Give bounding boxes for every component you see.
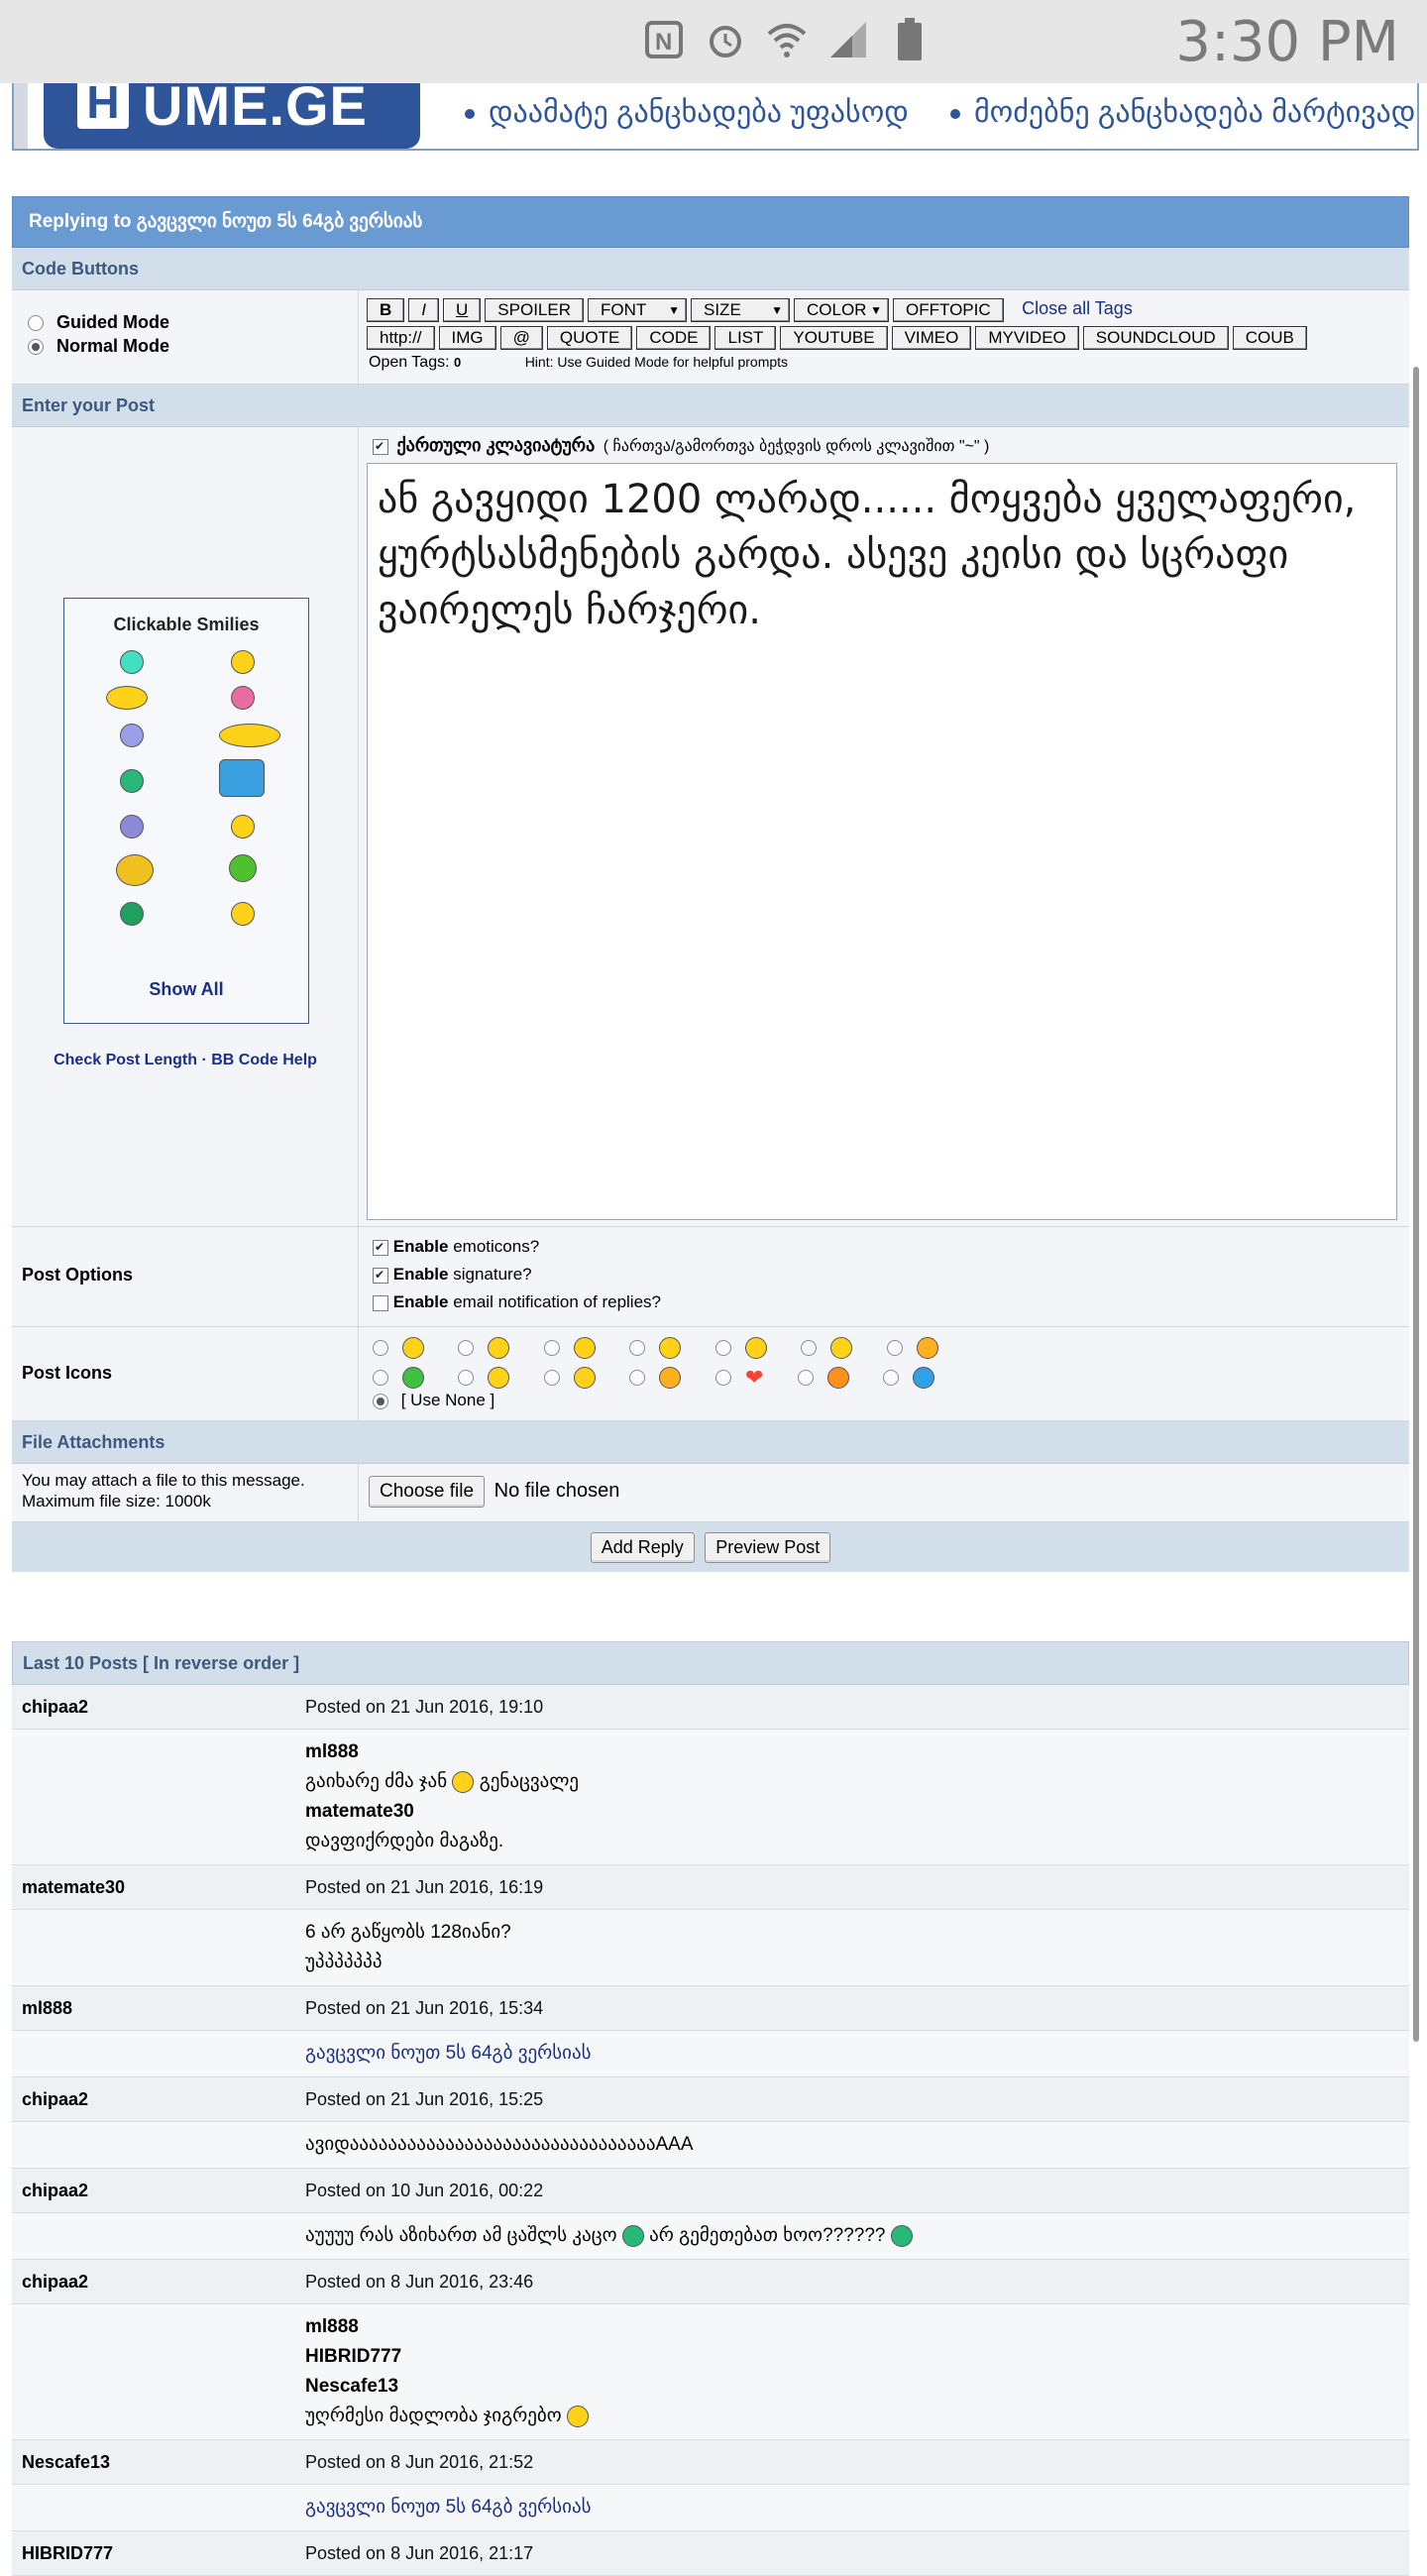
post-line (305, 2402, 1409, 2431)
alarm-icon (704, 18, 747, 61)
attachments-row (12, 1464, 1409, 1522)
post-icons-label-cell (12, 1327, 359, 1420)
post-icon-radio[interactable] (373, 1340, 388, 1356)
use-none-radio[interactable] (373, 1394, 388, 1409)
option-text: email notification of replies? (453, 1292, 661, 1311)
smiley-icon[interactable] (106, 686, 148, 710)
smiley-icon[interactable] (120, 902, 144, 926)
post-header (12, 2440, 1409, 2485)
arrow-icon (659, 1367, 681, 1389)
post-body (12, 1910, 1409, 1986)
post-text: გაიხარე ძმა ჯან (305, 1771, 448, 1792)
post-icon-radio[interactable] (883, 1370, 899, 1386)
myvideo-button[interactable]: MYVIDEO (975, 326, 1078, 350)
spoiler-button[interactable]: SPOILER (485, 298, 584, 322)
smiley-icon[interactable] (231, 902, 255, 926)
post-icon-radio[interactable] (544, 1340, 560, 1356)
smiley-icon[interactable] (219, 724, 280, 747)
post-author[interactable]: HIBRID777 (22, 2543, 114, 2563)
topic-link[interactable]: გავცვლი ნოუთ 5ს 64გბ ვერსიას (305, 2497, 592, 2518)
code-buttons-row (12, 290, 1409, 385)
post-icon-radio[interactable] (373, 1370, 388, 1386)
color-select[interactable]: COLOR ▼ (794, 298, 889, 322)
post-author[interactable]: chipaa2 (22, 2089, 89, 2109)
site-banner (12, 83, 1419, 151)
post-editor (359, 427, 1409, 1226)
smilies-column (12, 427, 359, 1226)
wink-icon (488, 1337, 509, 1359)
enter-post-header: Enter your Post (12, 385, 1409, 427)
show-all-smilies-link[interactable] (64, 979, 308, 1000)
open-tags (369, 354, 788, 372)
smiley-icon (567, 2406, 589, 2427)
guided-mode-label: Guided Mode (56, 312, 170, 332)
post-date: Posted on 21 Jun 2016, 19:10 (305, 1697, 544, 1717)
banner-link-search[interactable] (950, 95, 1415, 130)
quote-button[interactable]: QUOTE (547, 326, 632, 350)
post-body (12, 2485, 1409, 2531)
smiley-icon[interactable] (120, 650, 144, 674)
open-tags-label: Open Tags: (369, 354, 450, 371)
attachments-text (22, 1470, 305, 1512)
soundcloud-button[interactable]: SOUNDCLOUD (1083, 326, 1229, 350)
post-author[interactable]: matemate30 (22, 1877, 126, 1897)
post-body (12, 2031, 1409, 2077)
cool-icon (574, 1367, 596, 1389)
smiley-icon[interactable] (229, 854, 257, 882)
logo-letter: H (77, 83, 129, 129)
post-entry-row (12, 427, 1409, 1227)
no-file-chosen: No file chosen (494, 1480, 620, 1502)
post-icon-radio[interactable] (798, 1370, 814, 1386)
post-text: უპპპპპპპ (305, 1952, 383, 1972)
nfc-icon (642, 18, 686, 61)
post-icon-radio[interactable] (629, 1370, 645, 1386)
post-options-label-cell (12, 1227, 359, 1326)
post-body (12, 1730, 1409, 1865)
post-line (305, 1767, 1409, 1797)
post-header (12, 2531, 1409, 2576)
post-body (12, 2213, 1409, 2260)
enable-signature-option[interactable] (373, 1265, 532, 1285)
banner-strip (14, 83, 28, 149)
smiley-icon[interactable] (231, 815, 255, 839)
georgian-keyboard-toggle[interactable] (373, 435, 989, 456)
post-body (12, 2122, 1409, 2169)
clickable-smilies-box (63, 598, 309, 1024)
confused-icon (488, 1367, 509, 1389)
post-textarea[interactable]: ან გავყიდი 1200 ლარად...... მოყვება ყველაფერი, ყურტსასმენების გარდა. ასევე კეისი და სცრაფი ვაირელეს ჩარჯერი. (367, 463, 1397, 1220)
post-date: Posted on 8 Jun 2016, 23:46 (305, 2272, 534, 2292)
grin-icon (659, 1337, 681, 1359)
post-text: უღრმესი მადლობა ჯიგრებო (305, 2406, 562, 2426)
smile-icon (402, 1337, 424, 1359)
option-text: emoticons? (453, 1237, 540, 1256)
bold-button[interactable]: B (367, 298, 404, 322)
post-icons-row (12, 1327, 1409, 1421)
post-options-label: Post Options (22, 1265, 133, 1285)
page-scrollbar[interactable] (1413, 367, 1419, 2042)
mode-selector (12, 290, 359, 384)
post-mention: Nescafe13 (305, 2376, 399, 2397)
enable-emoticons-option[interactable] (373, 1237, 539, 1257)
font-select[interactable]: FONT ▼ (588, 298, 687, 322)
smiley-icon[interactable] (120, 815, 144, 839)
coub-button[interactable]: COUB (1233, 326, 1307, 350)
max-file-size: Maximum file size: 1000k (22, 1492, 211, 1511)
georgian-keyboard-label: ქართული კლავიატურა (396, 435, 596, 455)
reply-form (12, 196, 1409, 1572)
size-select[interactable]: SIZE ▼ (691, 298, 790, 322)
post-header (12, 2169, 1409, 2213)
form-title: Replying to გავცვლი ნოუთ 5ს 64გბ ვერსიას (12, 196, 1409, 248)
post-text: აუუუუ რას აზიხართ ამ ცაშლს კაცო (305, 2225, 617, 2246)
post-icon-radio[interactable] (801, 1340, 817, 1356)
normal-mode-option[interactable] (28, 336, 169, 357)
file-input[interactable] (369, 1476, 619, 1508)
normal-mode-radio[interactable] (28, 339, 44, 355)
last-posts-header: Last 10 Posts [ In reverse order ] (12, 1641, 1409, 1685)
battery-icon (888, 18, 932, 61)
add-reply-button[interactable]: Add Reply (591, 1532, 695, 1563)
angry-icon (917, 1337, 938, 1359)
banner-link-add[interactable] (465, 95, 909, 130)
post-date: Posted on 10 Jun 2016, 00:22 (305, 2181, 544, 2200)
post-author[interactable]: chipaa2 (22, 2272, 89, 2292)
logo-text: UME.GE (143, 83, 368, 137)
bbcode-toolbar (359, 290, 1409, 384)
vimeo-button[interactable]: VIMEO (892, 326, 972, 350)
enable-signature-checkbox[interactable] (373, 1268, 388, 1284)
code-button[interactable]: CODE (636, 326, 711, 350)
post-tools-links (12, 1052, 359, 1069)
smiley-icon[interactable] (231, 650, 255, 674)
url-button[interactable]: http:// (367, 326, 435, 350)
post-body (12, 2304, 1409, 2440)
choose-file-button[interactable]: Choose file (369, 1476, 485, 1508)
post-author[interactable]: chipaa2 (22, 1697, 89, 1717)
offtopic-button[interactable]: OFFTOPIC (893, 298, 1004, 322)
site-logo[interactable] (44, 83, 420, 149)
post-mention: matemate30 (305, 1801, 414, 1822)
normal-mode-label: Normal Mode (56, 336, 170, 356)
italic-button[interactable]: I (408, 298, 439, 322)
option-bold: Enable (392, 1265, 449, 1284)
banner-link-search-label: მოძებნე განცხადება მარტივად (974, 96, 1416, 129)
post-icon-radio[interactable] (715, 1370, 731, 1386)
bb-code-help-link[interactable]: BB Code Help (211, 1052, 317, 1068)
post-author[interactable]: chipaa2 (22, 2181, 89, 2200)
sad-icon (574, 1337, 596, 1359)
status-bar (0, 0, 1427, 83)
post-text: დავფიქრდები მაგაზე. (305, 1831, 504, 1851)
post-mention: ml888 (305, 2316, 359, 2337)
show-all-label: Show All (149, 979, 224, 999)
close-all-tags-link[interactable]: Close all Tags (1022, 298, 1133, 319)
guided-mode-radio[interactable] (28, 315, 44, 331)
status-time: 3:30 PM (1175, 10, 1399, 74)
attachments-info (12, 1464, 359, 1521)
post-icons-row-1 (373, 1337, 938, 1359)
topic-link[interactable]: გავცვლი ნოუთ 5ს 64გბ ვერსიას (305, 2043, 592, 2064)
option-bold: Enable (392, 1237, 449, 1256)
post-header (12, 1685, 1409, 1730)
post-date: Posted on 21 Jun 2016, 16:19 (305, 1877, 544, 1897)
guided-mode-option[interactable] (28, 312, 169, 333)
signal-icon (826, 18, 870, 61)
bullet-icon (465, 109, 475, 119)
toolbar-row-2 (367, 326, 1311, 350)
file-attachments-header: File Attachments (12, 1421, 1409, 1464)
post-date: Posted on 21 Jun 2016, 15:25 (305, 2089, 544, 2109)
post-line (305, 2221, 1409, 2251)
submit-row (12, 1522, 1409, 1572)
post-header (12, 1986, 1409, 2031)
post-header (12, 2077, 1409, 2122)
smiley-icon[interactable] (116, 854, 154, 886)
post-author[interactable]: Nescafe13 (22, 2452, 111, 2472)
post-date: Posted on 21 Jun 2016, 15:34 (305, 1998, 544, 2018)
smiley-icon[interactable] (231, 686, 255, 710)
last-posts (12, 1641, 1409, 2576)
post-mention: HIBRID777 (305, 2346, 402, 2367)
file-input-cell (359, 1464, 1409, 1521)
smilies-title: Clickable Smilies (113, 615, 260, 634)
post-text: გენაცვალე (479, 1771, 580, 1792)
attach-info-line: You may attach a file to this message. (22, 1471, 305, 1490)
post-icons-label: Post Icons (22, 1363, 113, 1383)
enable-email-notify-option[interactable] (373, 1292, 661, 1312)
post-icon-radio[interactable] (887, 1340, 903, 1356)
youtube-button[interactable]: YOUTUBE (780, 326, 887, 350)
check-post-length-link[interactable]: Check Post Length (54, 1052, 197, 1068)
post-date: Posted on 8 Jun 2016, 21:17 (305, 2543, 534, 2563)
option-bold: Enable (392, 1292, 449, 1311)
post-text: არ გემეთებათ ხოო?????? (649, 2225, 886, 2246)
enable-emoticons-checkbox[interactable] (373, 1240, 388, 1256)
preview-post-button[interactable]: Preview Post (705, 1532, 830, 1563)
post-mention: ml888 (305, 1741, 359, 1762)
post-icons-row-2 (373, 1365, 934, 1391)
svg-text:N: N (655, 29, 673, 56)
smiley-icon[interactable] (219, 759, 265, 797)
use-none-label: [ Use None ] (400, 1391, 495, 1409)
code-buttons-header: Code Buttons (12, 248, 1409, 290)
email-notify-checkbox[interactable] (373, 1295, 388, 1311)
smiley-icon (452, 1771, 474, 1793)
post-date: Posted on 8 Jun 2016, 21:52 (305, 2452, 534, 2472)
use-none-option[interactable] (373, 1391, 494, 1410)
list-button[interactable]: LIST (714, 326, 776, 350)
post-icon-radio[interactable] (544, 1370, 560, 1386)
post-icon-radio[interactable] (458, 1370, 474, 1386)
open-tags-count: 0 (454, 355, 462, 370)
underline-button[interactable]: U (443, 298, 481, 322)
smiley-icon[interactable] (120, 724, 144, 747)
post-author[interactable]: ml888 (22, 1998, 73, 2018)
status-icons (642, 18, 932, 61)
post-header (12, 1865, 1409, 1910)
toolbar-row-1 (367, 298, 1133, 322)
post-icon-radio[interactable] (715, 1340, 731, 1356)
smiley-icon[interactable] (120, 769, 144, 793)
post-icons-grid (359, 1327, 1409, 1420)
laugh-icon (830, 1337, 852, 1359)
post-icon-radio[interactable] (458, 1340, 474, 1356)
georgian-keyboard-checkbox[interactable] (373, 439, 388, 455)
surprised-icon (745, 1337, 767, 1359)
post-text: ავიდააააააააააააააააააააააააააააააააAAA (305, 2134, 694, 2155)
img-button[interactable]: IMG (439, 326, 496, 350)
post-options-list (359, 1227, 1409, 1326)
post-text: 6 არ გაწყობს 128იანი? (305, 1922, 511, 1943)
question-icon (913, 1367, 934, 1389)
option-text: signature? (453, 1265, 532, 1284)
sick-icon (402, 1367, 424, 1389)
link-separator: · (201, 1052, 207, 1068)
smiley-icon (622, 2225, 644, 2247)
georgian-keyboard-hint: ( ჩართვა/გამორთვა ბეჭდვის დროს კლავიშით "~" ) (603, 438, 990, 455)
wifi-icon (765, 18, 809, 61)
smiley-icon (891, 2225, 913, 2247)
exclamation-icon (827, 1367, 849, 1389)
post-header (12, 2260, 1409, 2304)
mention-button[interactable]: @ (500, 326, 543, 350)
banner-link-add-label: დაამატე განცხადება უფასოდ (489, 96, 909, 129)
post-options-row (12, 1227, 1409, 1327)
bullet-icon (950, 109, 960, 119)
guided-mode-hint: Hint: Use Guided Mode for helpful prompts (524, 354, 789, 370)
post-icon-radio[interactable] (629, 1340, 645, 1356)
heart-icon: ❤ (744, 1365, 764, 1390)
